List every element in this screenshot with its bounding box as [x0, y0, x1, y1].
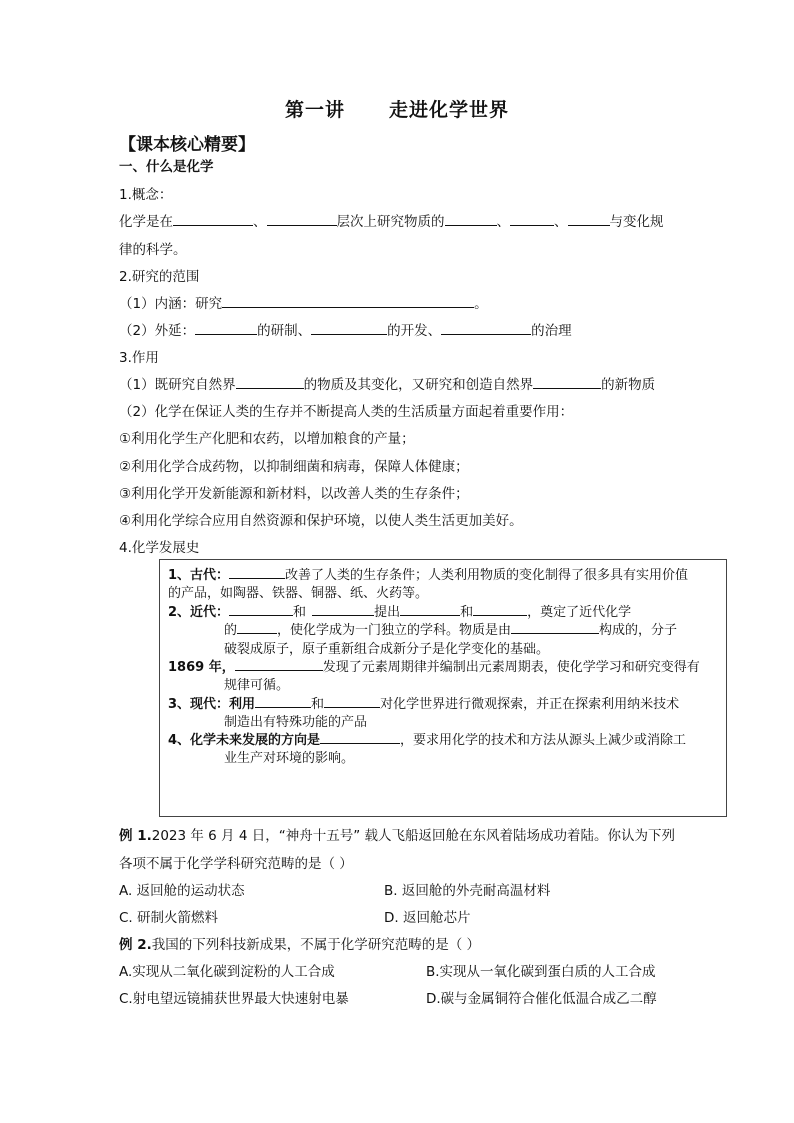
history-modern: 2、近代： 和 提出 和 ，奠定了近代化学: [168, 601, 631, 620]
section-heading: 【课本核心精要】: [119, 135, 255, 155]
history-modern-cont: 的 ，使化学成为一门独立的学科。物质是由 构成的，分子: [224, 619, 677, 638]
history-box: [159, 559, 727, 817]
history-1869: 1869 年， 发现了元素周期律并编制出元素周期表，使化学学习和研究变得有: [168, 656, 700, 675]
history-now-cont: 制造出有特殊功能的产品: [224, 715, 368, 730]
role-item: ④利用化学综合应用自然资源和保护环境，以使人类生活更加美好。: [119, 513, 523, 529]
blank[interactable]: [222, 294, 474, 308]
role-item: ①利用化学生产化肥和农药，以增加粮食的产量；: [119, 431, 415, 447]
blank[interactable]: [311, 321, 387, 335]
blank[interactable]: [445, 212, 497, 226]
history-modern-cont: 破裂成原子，原子重新组合成新分子是化学变化的基础。: [224, 642, 550, 657]
blank[interactable]: [267, 212, 337, 226]
role-item: ②利用化学合成药物，以抑制细菌和病毒，保障人体健康；: [119, 459, 469, 475]
blank[interactable]: [400, 602, 460, 616]
blank[interactable]: [510, 212, 554, 226]
example-1-option-d[interactable]: D. 返回舱芯片: [384, 910, 471, 926]
history-ancient: 1、古代： 改善了人类的生存条件；人类利用物质的变化制得了很多具有实用价值: [168, 564, 688, 583]
role-heading: 3.作用: [119, 350, 159, 366]
history-future-cont: 业生产对环境的影响。: [224, 751, 355, 766]
concept-line-2: 律的科学。: [119, 242, 187, 258]
blank[interactable]: [237, 620, 277, 634]
blank[interactable]: [255, 694, 311, 708]
history-1869-cont: 规律可循。: [224, 678, 290, 693]
example-1-option-b[interactable]: B. 返回舱的外壳耐高温材料: [384, 883, 551, 899]
concept-line-1: 化学是在 、 层次上研究物质的 、 、 与变化规: [119, 214, 664, 230]
blank[interactable]: [441, 321, 531, 335]
page-title: 第一讲 走进化学世界: [284, 99, 510, 121]
example-2-option-c[interactable]: C.射电望远镜捕获世界最大快速射电暴: [119, 991, 349, 1007]
history-ancient-cont: 的产品，如陶器、铁器、铜器、纸、火药等。: [168, 586, 429, 601]
example-1-question-cont: 各项不属于化学学科研究范畴的是（ ）: [119, 856, 353, 872]
blank[interactable]: [236, 375, 304, 389]
history-heading: 4.化学发展史: [119, 540, 200, 556]
blank[interactable]: [235, 657, 323, 671]
blank[interactable]: [229, 565, 285, 579]
blank[interactable]: [533, 375, 601, 389]
example-2-option-d[interactable]: D.碳与金属铜符合催化低温合成乙二醇: [426, 991, 657, 1007]
scope-outer: （2）外延： 的研制、 的开发、 的治理: [119, 323, 572, 339]
blank[interactable]: [312, 602, 374, 616]
history-future: 4、化学未来发展的方向是 ，要求用化学的技术和方法从源头上减少或消除工: [168, 729, 686, 748]
role-item: ③利用化学开发新能源和新材料，以改善人类的生存条件；: [119, 486, 469, 502]
blank[interactable]: [195, 321, 257, 335]
history-now: 3、现代：利用 和 对化学世界进行微观探索，并正在探索利用纳米技术: [168, 693, 679, 712]
blank[interactable]: [173, 212, 253, 226]
blank[interactable]: [229, 602, 293, 616]
blank[interactable]: [473, 602, 527, 616]
blank[interactable]: [568, 212, 610, 226]
role-line-2: （2）化学在保证人类的生存并不断提高人类的生活质量方面起着重要作用：: [119, 404, 574, 420]
role-line-1: （1）既研究自然界 的物质及其变化，又研究和创造自然界 的新物质: [119, 377, 656, 393]
example-1-option-a[interactable]: A. 返回舱的运动状态: [119, 883, 245, 899]
example-2-question: 例 2.我国的下列科技新成果，不属于化学研究范畴的是（ ）: [119, 937, 481, 953]
part1-heading: 一、什么是化学: [119, 159, 214, 175]
example-2-option-a[interactable]: A.实现从二氧化碳到淀粉的人工合成: [119, 964, 335, 980]
example-1-question: 例 1.2023 年 6 月 4 日，“神舟十五号” 载人飞船返回舱在东风着陆场成功着陆。你认为下列: [119, 828, 676, 844]
concept-heading: 1.概念：: [119, 187, 173, 203]
scope-heading: 2.研究的范围: [119, 269, 200, 285]
example-1-option-c[interactable]: C. 研制火箭燃料: [119, 910, 219, 926]
example-2-option-b[interactable]: B.实现从一氧化碳到蛋白质的人工合成: [426, 964, 656, 980]
scope-inner: （1）内涵：研究 。: [119, 296, 488, 312]
blank[interactable]: [324, 694, 380, 708]
blank[interactable]: [320, 730, 400, 744]
blank[interactable]: [511, 620, 599, 634]
